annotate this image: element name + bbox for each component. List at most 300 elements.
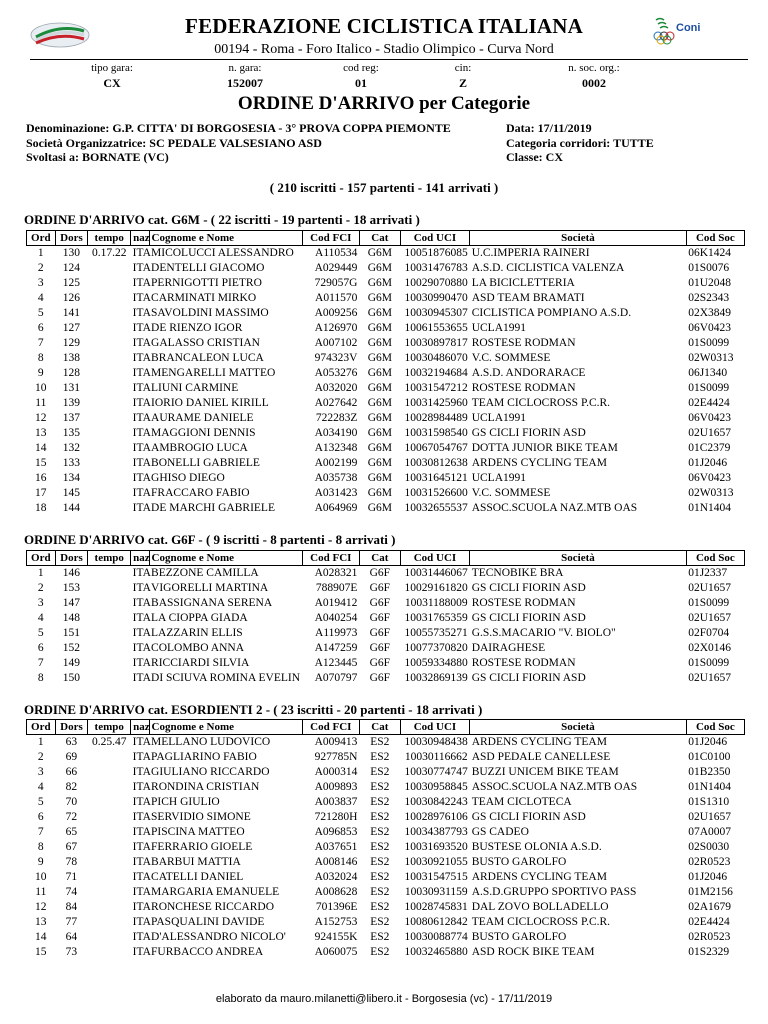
cell-naz: ITA — [132, 337, 151, 349]
cell-cod-uci: 10030812638 — [404, 457, 468, 469]
cell-naz: ITA — [132, 412, 151, 424]
cell-ord: 4 — [37, 781, 44, 793]
meta-value-tipo-gara: CX — [103, 76, 121, 90]
denominazione-label: Denominazione: — [26, 121, 110, 135]
cell-cod-fci: A029449 — [314, 262, 358, 274]
cell-cod-soc: 01S2329 — [688, 946, 730, 958]
meta-label-cin: cin: — [454, 62, 472, 74]
meta-value-n-gara: 152007 — [227, 76, 263, 90]
cell-societa: ARDENS CYCLING TEAM — [471, 457, 607, 469]
svolta-label: Svoltasi a: — [26, 150, 80, 164]
cell-ord: 9 — [37, 367, 44, 379]
column-header-dors: Dors — [55, 231, 88, 246]
table-row — [27, 396, 745, 411]
cell-cod-soc: 01J2337 — [688, 567, 728, 579]
cell-cod-uci: 10080612842 — [404, 916, 468, 928]
cell-cat: ES2 — [370, 886, 390, 898]
cell-tempo — [88, 261, 131, 276]
cell-cat: ES2 — [370, 796, 390, 808]
cell-cat: G6M — [367, 427, 392, 439]
cell-cod-soc: 06J1340 — [688, 367, 728, 379]
cell-cognome-nome: AURAME DANIELE — [151, 412, 254, 424]
cell-societa: GS CICLI FIORIN ASD — [471, 811, 586, 823]
cell-cod-fci: A032024 — [314, 871, 358, 883]
cell-cognome-nome: RICCIARDI SILVIA — [151, 657, 250, 669]
cell-tempo — [88, 411, 131, 426]
cell-cod-uci: 10030931159 — [404, 886, 468, 898]
cell-naz: ITA — [132, 597, 151, 609]
cell-cod-fci: A034190 — [314, 427, 358, 439]
cell-ord: 6 — [37, 322, 44, 334]
cell-dors: 148 — [62, 612, 81, 624]
cell-tempo — [88, 885, 131, 900]
cell-dors: 78 — [65, 856, 78, 868]
cell-cod-uci: 10031547212 — [404, 382, 468, 394]
cell-cod-uci: 10030990470 — [404, 292, 468, 304]
column-header-societa: Società — [470, 720, 687, 735]
column-header-cod-uci: Cod UCI — [400, 720, 469, 735]
cell-tempo — [88, 441, 131, 456]
column-header-tempo: tempo — [88, 720, 131, 735]
cell-cod-fci: 927785N — [314, 751, 358, 763]
header-divider — [30, 59, 748, 60]
table-row — [27, 336, 745, 351]
column-header-cognome-nome: Cognome e Nome — [149, 231, 302, 246]
table-row — [27, 276, 745, 291]
cell-societa: TECNOBIKE BRA — [471, 567, 564, 579]
cell-cat: G6M — [367, 307, 392, 319]
cell-cod-uci: 10030774747 — [404, 766, 468, 778]
cell-tempo — [88, 671, 131, 686]
cell-cod-uci: 10032465880 — [404, 946, 468, 958]
cell-naz: ITA — [132, 841, 151, 853]
cell-societa: ROSTESE RODMAN — [471, 337, 576, 349]
cell-cat: G6M — [367, 277, 392, 289]
cell-tempo — [88, 641, 131, 656]
cell-cognome-nome: MELLANO LUDOVICO — [151, 736, 271, 748]
cell-tempo — [88, 581, 131, 596]
cell-tempo — [88, 396, 131, 411]
cell-societa: UCLA1991 — [471, 322, 526, 334]
cell-cat: G6F — [369, 657, 391, 669]
cell-cod-fci: A147259 — [314, 642, 358, 654]
cell-societa: BUSTO GAROLFO — [471, 931, 567, 943]
cell-ord: 7 — [37, 657, 44, 669]
cell-dors: 152 — [62, 642, 81, 654]
cell-cod-soc: 01S0099 — [688, 657, 730, 669]
cell-societa: ROSTESE RODMAN — [471, 382, 576, 394]
cell-dors: 138 — [62, 352, 81, 364]
cell-cod-fci: A040254 — [314, 612, 358, 624]
cell-societa: ARDENS CYCLING TEAM — [471, 736, 607, 748]
categoria-row — [506, 136, 654, 151]
cell-tempo — [88, 780, 131, 795]
table-row — [27, 486, 745, 501]
cell-naz: ITA — [132, 502, 151, 514]
cell-ord: 16 — [35, 472, 47, 484]
cell-cod-soc: 01M2156 — [688, 886, 733, 898]
cell-cat: G6M — [367, 322, 392, 334]
column-header-ord: Ord — [27, 720, 56, 735]
cell-tempo — [88, 456, 131, 471]
cell-cod-uci: 10032869139 — [404, 672, 468, 684]
cell-cod-soc: 01B2350 — [688, 766, 731, 778]
table-row — [27, 885, 745, 900]
cell-cognome-nome: PISCINA MATTEO — [151, 826, 245, 838]
cell-ord: 15 — [35, 946, 47, 958]
table-row — [27, 626, 745, 641]
cell-cod-uci: 10030948438 — [404, 736, 468, 748]
cell-tempo — [88, 900, 131, 915]
cell-dors: 74 — [65, 886, 78, 898]
cell-cat: G6M — [367, 382, 392, 394]
cell-cod-uci: 10030945307 — [404, 307, 468, 319]
cell-naz: ITA — [132, 642, 151, 654]
cell-cognome-nome: GHISO DIEGO — [151, 472, 225, 484]
meta-value-cin: Z — [458, 76, 467, 90]
cell-cod-uci: 10031476783 — [404, 262, 468, 274]
cell-ord: 3 — [37, 766, 44, 778]
table-row — [27, 840, 745, 855]
cell-cod-uci: 10067054767 — [404, 442, 468, 454]
cell-cod-uci: 10059334880 — [404, 657, 468, 669]
cell-tempo — [88, 855, 131, 870]
table-row — [27, 641, 745, 656]
cell-dors: 70 — [65, 796, 78, 808]
cell-cod-soc: 01S0076 — [688, 262, 730, 274]
table-row — [27, 246, 745, 262]
cell-naz: ITA — [132, 796, 151, 808]
cell-cod-soc: 01C0100 — [688, 751, 731, 763]
cell-dors: 150 — [62, 672, 81, 684]
table-row — [27, 581, 745, 596]
cell-naz: ITA — [132, 946, 151, 958]
cell-naz: ITA — [132, 657, 151, 669]
table-row — [27, 750, 745, 765]
cell-cod-uci: 10030958845 — [404, 781, 468, 793]
cell-naz: ITA — [132, 487, 151, 499]
cell-cod-soc: 06K1424 — [688, 247, 732, 259]
table-row — [27, 411, 745, 426]
cell-societa: GS CICLI FIORIN ASD — [471, 672, 586, 684]
cell-cod-fci: A009256 — [314, 307, 358, 319]
cell-cat: ES2 — [370, 766, 390, 778]
cell-cat: G6M — [367, 262, 392, 274]
cell-societa: V.C. SOMMESE — [471, 487, 551, 499]
cell-societa: ASD PEDALE CANELLESE — [471, 751, 611, 763]
cell-societa: TEAM CICLOCROSS P.C.R. — [471, 397, 611, 409]
cell-cognome-nome: BONELLI GABRIELE — [151, 457, 260, 469]
cell-cat: G6M — [367, 457, 392, 469]
cell-cognome-nome: FERRARIO GIOELE — [151, 841, 253, 853]
table-row — [27, 566, 745, 582]
cell-cod-uci: 10031645121 — [404, 472, 468, 484]
cell-societa: ASD TEAM BRAMATI — [471, 292, 585, 304]
cell-naz: ITA — [132, 931, 151, 943]
cell-cod-fci: A027642 — [314, 397, 358, 409]
cell-cod-fci: A060075 — [314, 946, 358, 958]
column-header-ord: Ord — [27, 231, 56, 246]
column-header-naz: naz — [131, 551, 149, 566]
cell-tempo — [88, 306, 131, 321]
cell-tempo — [88, 945, 131, 960]
cell-cod-fci: A011570 — [315, 292, 358, 304]
cell-naz: ITA — [132, 397, 151, 409]
cell-dors: 66 — [65, 766, 78, 778]
cell-dors: 65 — [65, 826, 78, 838]
table-row — [27, 915, 745, 930]
cell-cod-uci: 10055735271 — [404, 627, 468, 639]
cell-societa: LA BICICLETTERIA — [471, 277, 575, 289]
cell-cod-soc: 01J2046 — [688, 457, 728, 469]
cell-cod-soc: 01N1404 — [688, 502, 732, 514]
table-row — [27, 471, 745, 486]
table-row — [27, 351, 745, 366]
cell-tempo — [88, 486, 131, 501]
cell-ord: 9 — [37, 856, 44, 868]
cell-societa: BUSTESE OLONIA A.S.D. — [471, 841, 602, 853]
cell-cat: G6M — [367, 247, 392, 259]
cell-cod-soc: 02S0030 — [688, 841, 730, 853]
cell-cod-uci: 10051876085 — [404, 247, 468, 259]
cell-naz: ITA — [132, 781, 151, 793]
cell-naz: ITA — [132, 427, 151, 439]
cell-tempo: 0.17.22 — [91, 247, 127, 259]
cell-ord: 14 — [35, 442, 47, 454]
table-row — [27, 381, 745, 396]
cell-naz: ITA — [132, 247, 151, 259]
cell-dors: 130 — [62, 247, 81, 259]
cell-tempo — [88, 795, 131, 810]
cell-cod-soc: 01S0099 — [688, 337, 730, 349]
cell-cognome-nome: AMBROGIO LUCA — [151, 442, 248, 454]
cell-naz: ITA — [132, 901, 151, 913]
cell-cod-fci: A028321 — [314, 567, 358, 579]
cell-cognome-nome: COLOMBO ANNA — [151, 642, 244, 654]
cell-naz: ITA — [132, 322, 151, 334]
cell-dors: 124 — [62, 262, 81, 274]
cell-cat: G6M — [367, 502, 392, 514]
cell-cod-soc: 01S0099 — [688, 597, 730, 609]
cell-cat: G6M — [367, 472, 392, 484]
cell-tempo — [88, 825, 131, 840]
cell-cod-soc: 01S0099 — [688, 382, 730, 394]
cell-tempo — [88, 336, 131, 351]
classe-label: Classe: — [506, 150, 543, 164]
cell-dors: 69 — [65, 751, 78, 763]
classe-value: CX — [545, 150, 564, 164]
cell-cod-fci: A000314 — [314, 766, 358, 778]
cell-societa: GS CICLI FIORIN ASD — [471, 612, 586, 624]
table-row — [27, 825, 745, 840]
column-header-cognome-nome: Cognome e Nome — [149, 720, 302, 735]
cell-cod-fci: A019412 — [314, 597, 358, 609]
cell-naz: ITA — [132, 567, 151, 579]
cell-cod-fci: 788907E — [315, 582, 358, 594]
cell-cat: G6M — [367, 397, 392, 409]
cell-societa: U.C.IMPERIA RAINERI — [471, 247, 590, 259]
cell-cod-fci: A126970 — [314, 322, 358, 334]
cell-cognome-nome: LA CIOPPA GIADA — [151, 612, 248, 624]
cell-societa: ASSOC.SCUOLA NAZ.MTB OAS — [471, 781, 638, 793]
cell-dors: 67 — [65, 841, 78, 853]
cell-cod-uci: 10030921055 — [404, 856, 468, 868]
cell-tempo — [88, 321, 131, 336]
cell-ord: 1 — [37, 247, 44, 259]
cell-dors: 82 — [65, 781, 78, 793]
category-heading-esordienti-2: ORDINE D'ARRIVO cat. ESORDIENTI 2 - ( 23 iscritti - 20 partenti - 18 arrivati ) — [24, 702, 483, 717]
table-row — [27, 501, 745, 516]
cell-dors: 128 — [62, 367, 81, 379]
cell-cat: G6F — [369, 642, 391, 654]
cell-naz: ITA — [132, 352, 151, 364]
cell-cod-soc: 02U1657 — [688, 427, 732, 439]
cell-cognome-nome: SERVIDIO SIMONE — [151, 811, 251, 823]
cell-societa: BUZZI UNICEM BIKE TEAM — [471, 766, 619, 778]
table-row — [27, 780, 745, 795]
cell-cod-fci: 721280H — [314, 811, 358, 823]
cell-cod-uci: 10034387793 — [404, 826, 468, 838]
cell-dors: 71 — [65, 871, 78, 883]
cell-ord: 8 — [37, 352, 44, 364]
column-header-cod-soc: Cod Soc — [686, 720, 744, 735]
coni-label: Coni — [676, 22, 701, 34]
cell-dors: 133 — [62, 457, 81, 469]
cell-cod-uci: 10030842243 — [404, 796, 468, 808]
cell-cod-fci: 701396E — [315, 901, 358, 913]
cell-cognome-nome: BRANCALEON LUCA — [151, 352, 264, 364]
cell-tempo — [88, 840, 131, 855]
cell-cod-soc: 02R0523 — [688, 856, 731, 868]
cell-cognome-nome: BASSIGNANA SERENA — [151, 597, 273, 609]
column-header-cod-uci: Cod UCI — [400, 551, 469, 566]
cell-societa: UCLA1991 — [471, 472, 526, 484]
column-header-cod-fci: Cod FCI — [302, 551, 359, 566]
cell-dors: 72 — [65, 811, 78, 823]
cell-ord: 1 — [37, 567, 44, 579]
cell-cod-uci: 10030486070 — [404, 352, 468, 364]
cell-cod-uci: 10031188009 — [404, 597, 468, 609]
cell-ord: 2 — [37, 582, 44, 594]
cell-ord: 2 — [37, 262, 44, 274]
cell-cod-uci: 10031598540 — [404, 427, 468, 439]
cell-societa: A.S.D.GRUPPO SPORTIVO PASS — [471, 886, 637, 898]
cell-tempo — [88, 381, 131, 396]
cell-cod-soc: 02W0313 — [688, 352, 734, 364]
column-header-naz: naz — [131, 720, 149, 735]
cell-ord: 11 — [35, 886, 47, 898]
cell-cognome-nome: PAGLIARINO FABIO — [151, 751, 257, 763]
cell-naz: ITA — [132, 262, 151, 274]
cell-tempo — [88, 870, 131, 885]
cell-cod-soc: 02E4424 — [688, 397, 730, 409]
cell-dors: 137 — [62, 412, 81, 424]
cell-cat: G6M — [367, 352, 392, 364]
meta-label-n-soc-org: n. soc. org.: — [568, 62, 620, 74]
cell-cod-uci: 10031526600 — [404, 487, 468, 499]
cell-cat: G6F — [369, 672, 391, 684]
cell-tempo: 0.25.47 — [91, 736, 127, 748]
cell-cod-soc: 02U1657 — [688, 612, 732, 624]
cell-ord: 11 — [35, 397, 47, 409]
cell-naz: ITA — [132, 672, 151, 684]
table-row — [27, 441, 745, 456]
cell-ord: 14 — [35, 931, 47, 943]
cell-ord: 6 — [37, 642, 44, 654]
cell-cod-soc: 02E4424 — [688, 916, 730, 928]
cell-ord: 13 — [35, 427, 47, 439]
data-label: Data: — [506, 121, 535, 135]
cell-ord: 10 — [35, 871, 47, 883]
cell-dors: 126 — [62, 292, 81, 304]
table-row — [27, 900, 745, 915]
cell-naz: ITA — [132, 292, 151, 304]
category-heading-g6f: ORDINE D'ARRIVO cat. G6F - ( 9 iscritti - 8 partenti - 8 arrivati ) — [24, 532, 396, 547]
cell-dors: 129 — [62, 337, 81, 349]
cell-cod-uci: 10031693520 — [404, 841, 468, 853]
cell-ord: 7 — [37, 337, 44, 349]
cell-cognome-nome: RONDINA CRISTIAN — [151, 781, 260, 793]
table-row — [27, 426, 745, 441]
cell-cod-soc: 02A1679 — [688, 901, 732, 913]
cell-cod-soc: 02U1657 — [688, 582, 732, 594]
denominazione-value: G.P. CITTA' DI BORGOSESIA - 3° PROVA COPPA PIEMONTE — [112, 121, 451, 135]
cell-cod-fci: A008628 — [314, 886, 358, 898]
cell-cod-soc: 01C2379 — [688, 442, 731, 454]
cell-cod-uci: 10030116662 — [404, 751, 468, 763]
table-header-row — [27, 551, 745, 566]
results-table-g6m — [26, 230, 745, 516]
cell-cod-uci: 10028745831 — [404, 901, 468, 913]
cell-dors: 144 — [62, 502, 81, 514]
cell-cognome-nome: CATELLI DANIEL — [151, 871, 244, 883]
cell-tempo — [88, 501, 131, 516]
cell-tempo — [88, 366, 131, 381]
cell-cat: ES2 — [370, 901, 390, 913]
column-header-naz: naz — [131, 231, 149, 246]
cell-dors: 84 — [65, 901, 78, 913]
cell-societa: UCLA1991 — [471, 412, 526, 424]
cell-societa: DOTTA JUNIOR BIKE TEAM — [471, 442, 618, 454]
cell-cat: G6F — [369, 582, 391, 594]
cell-societa: ROSTESE RODMAN — [471, 657, 576, 669]
cell-dors: 147 — [62, 597, 81, 609]
cell-naz: ITA — [132, 367, 151, 379]
cell-naz: ITA — [132, 856, 151, 868]
column-header-ord: Ord — [27, 551, 56, 566]
cell-ord: 18 — [35, 502, 47, 514]
column-header-cod-fci: Cod FCI — [302, 231, 359, 246]
cell-cod-fci: A132348 — [314, 442, 358, 454]
cell-dors: 151 — [62, 627, 81, 639]
cell-cod-uci: 10029070880 — [404, 277, 468, 289]
cell-cat: ES2 — [370, 871, 390, 883]
cell-cod-fci: A096853 — [314, 826, 358, 838]
cell-ord: 12 — [35, 412, 47, 424]
column-header-tempo: tempo — [88, 551, 131, 566]
meta-value-n-soc-org: 0002 — [582, 76, 606, 90]
cell-cod-fci: A070797 — [314, 672, 358, 684]
cell-societa: G.S.S.MACARIO "V. BIOLO" — [471, 627, 616, 639]
cell-cognome-nome: CARMINATI MIRKO — [151, 292, 257, 304]
cell-societa: A.S.D. ANDORARACE — [471, 367, 586, 379]
cell-naz: ITA — [132, 766, 151, 778]
cell-cod-soc: 02U1657 — [688, 811, 732, 823]
societa-row — [26, 136, 322, 151]
cell-cod-fci: A002199 — [314, 457, 358, 469]
results-table-esordienti-2 — [26, 719, 745, 960]
cell-cod-soc: 02X3849 — [688, 307, 732, 319]
